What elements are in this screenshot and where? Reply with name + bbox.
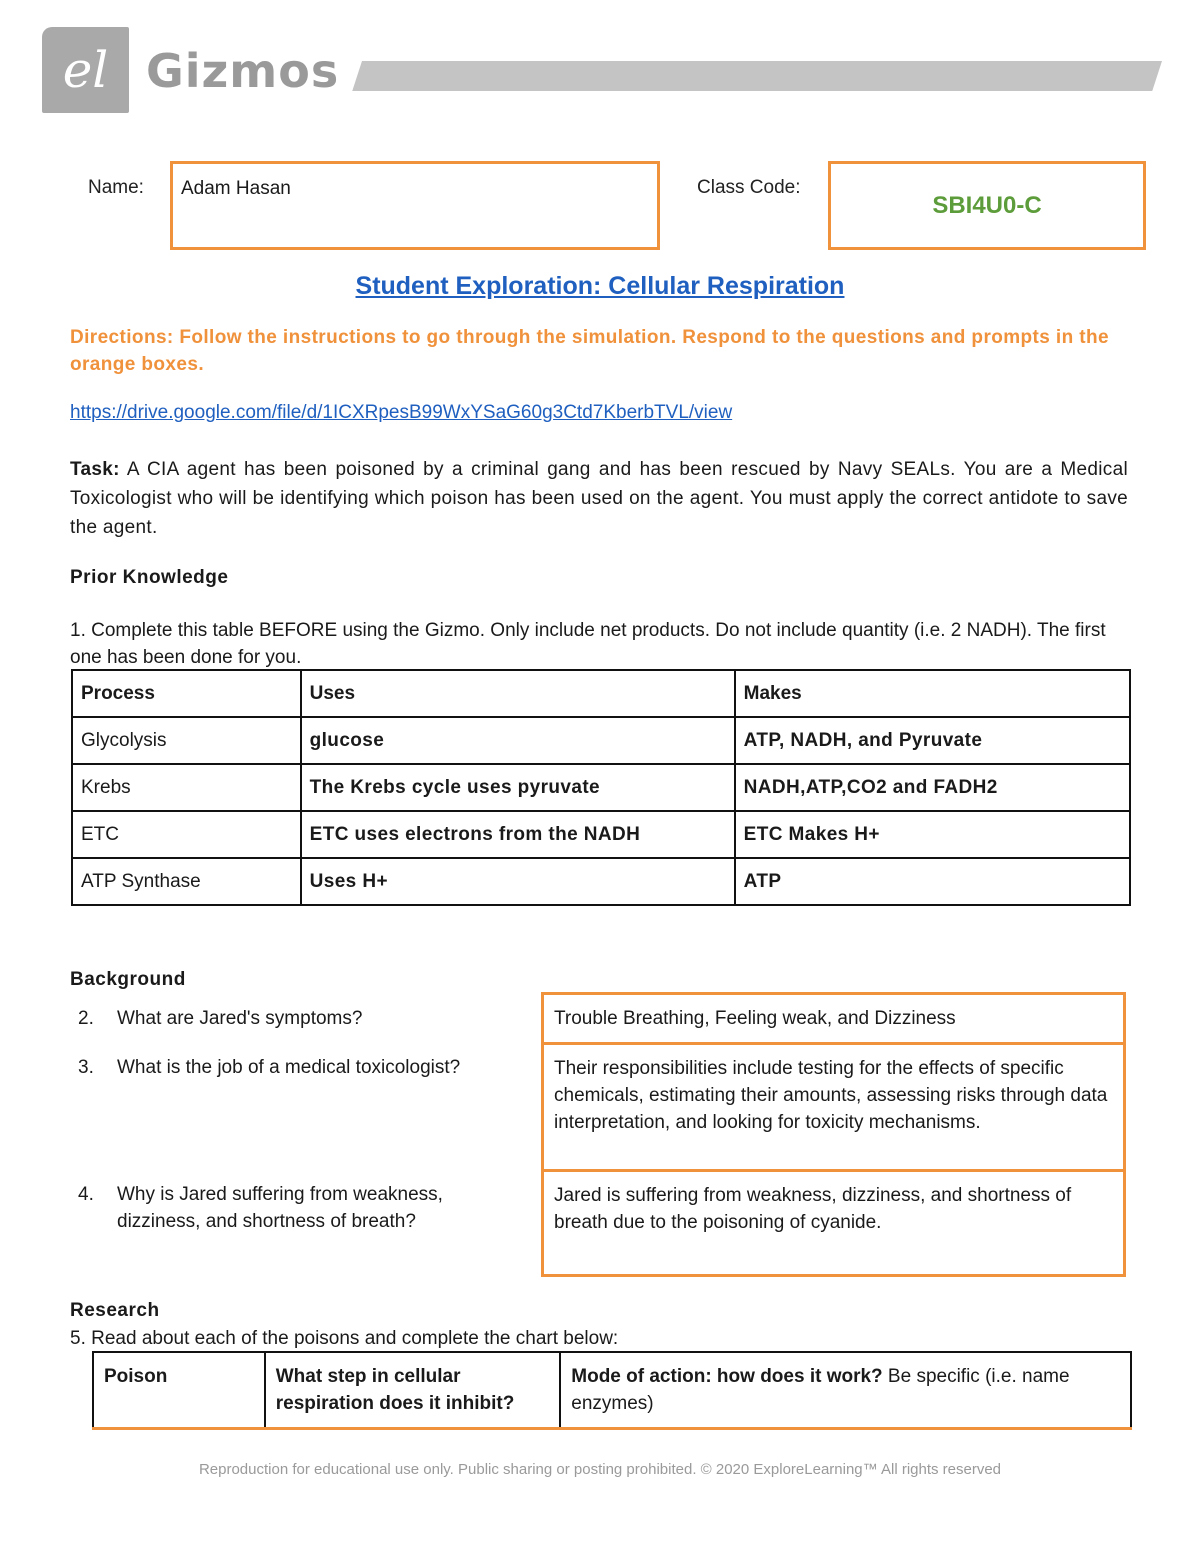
column-header-rest: Be specific (i.e. name enzymes): [571, 1366, 1070, 1414]
question-number: 4.: [78, 1184, 94, 1205]
process-table: [71, 669, 1131, 906]
process-cell: ETC: [72, 811, 301, 858]
column-header-bold: Mode of action: how does it work?: [571, 1366, 883, 1387]
answer-box[interactable]: Trouble Breathing, Feeling weak, and Dizziness: [544, 995, 1123, 1045]
table-row: [72, 858, 1130, 905]
logo-mark: el: [62, 41, 109, 99]
process-cell: Glycolysis: [72, 717, 301, 764]
uses-cell[interactable]: Uses H+: [301, 858, 735, 905]
column-header: Uses: [301, 670, 735, 717]
directions-text: Directions: Follow the instructions to go through the simulation. Respond to the questions and prompts in the orange boxes.: [70, 327, 1109, 375]
table-header-row: [93, 1352, 1131, 1429]
uses-cell[interactable]: The Krebs cycle uses pyruvate: [301, 764, 735, 811]
column-header: [560, 1352, 1131, 1429]
class-code-label: Class Code:: [697, 177, 801, 198]
column-header: Makes: [735, 670, 1130, 717]
makes-cell[interactable]: ATP: [735, 858, 1130, 905]
research-instruction: 5. Read about each of the poisons and complete the chart below:: [70, 1328, 619, 1349]
column-header: What step in cellular respiration does it inhibit?: [265, 1352, 561, 1429]
question-text: What are Jared's symptoms?: [117, 1008, 363, 1029]
process-cell: ATP Synthase: [72, 858, 301, 905]
question-text: What is the job of a medical toxicologist?: [117, 1057, 461, 1078]
answer-box[interactable]: Their responsibilities include testing for the effects of specific chemicals, estimating their amounts, assessing risks through data interpretation, and looking for toxicity mechanisms.: [544, 1045, 1123, 1172]
table-row: [72, 811, 1130, 858]
task-label: Task:: [70, 459, 120, 480]
makes-cell[interactable]: NADH,ATP,CO2 and FADH2: [735, 764, 1130, 811]
answer-box-group: [541, 992, 1126, 1277]
question-number: 2.: [78, 1008, 94, 1029]
table-header-row: [72, 670, 1130, 717]
background-heading: Background: [70, 969, 186, 990]
column-header: Poison: [93, 1352, 265, 1429]
header-bar: [352, 61, 1162, 91]
poison-table: [92, 1351, 1132, 1430]
uses-cell[interactable]: ETC uses electrons from the NADH: [301, 811, 735, 858]
table-row: [72, 764, 1130, 811]
process-cell: Krebs: [72, 764, 301, 811]
table-row: [72, 717, 1130, 764]
column-header: Process: [72, 670, 301, 717]
question-text: Why is Jared suffering from weakness, dizziness, and shortness of breath?: [117, 1184, 443, 1232]
makes-cell[interactable]: ATP, NADH, and Pyruvate: [735, 717, 1130, 764]
name-label: Name:: [88, 177, 144, 198]
question-number: 3.: [78, 1057, 94, 1078]
name-field[interactable]: Adam Hasan: [170, 161, 660, 250]
page-title: Student Exploration: Cellular Respiration: [355, 272, 845, 300]
footer-copyright: Reproduction for educational use only. Public sharing or posting prohibited. © 2020 ExploreLearning™ All rights reserved: [198, 1461, 1002, 1478]
research-heading: Research: [70, 1300, 160, 1321]
answer-box[interactable]: Jared is suffering from weakness, dizziness, and shortness of breath due to the poisoning of cyanide.: [554, 1185, 1072, 1233]
uses-cell[interactable]: glucose: [301, 717, 735, 764]
task-text: A CIA agent has been poisoned by a criminal gang and has been rescued by Navy SEALs. You are a Medical Toxicologist who will be identifying which poison has been used on the agent. You must apply the correct antidote to save the agent.: [70, 459, 1128, 538]
makes-cell[interactable]: ETC Makes H+: [735, 811, 1130, 858]
task-paragraph: [70, 455, 1128, 542]
gizmo-link[interactable]: https://drive.google.com/file/d/1ICXRpesB99WxYSaG60g3Ctd7KberbTVL/view: [70, 402, 733, 423]
prior-knowledge-instruction: 1. Complete this table BEFORE using the Gizmo. Only include net products. Do not include quantity (i.e. 2 NADH). The first one has been done for you.: [70, 620, 1106, 668]
brand-name: Gizmos: [146, 44, 340, 98]
prior-knowledge-heading: Prior Knowledge: [70, 567, 229, 588]
explorelearning-logo: [42, 27, 129, 113]
class-code-field[interactable]: SBI4U0-C: [828, 161, 1146, 250]
